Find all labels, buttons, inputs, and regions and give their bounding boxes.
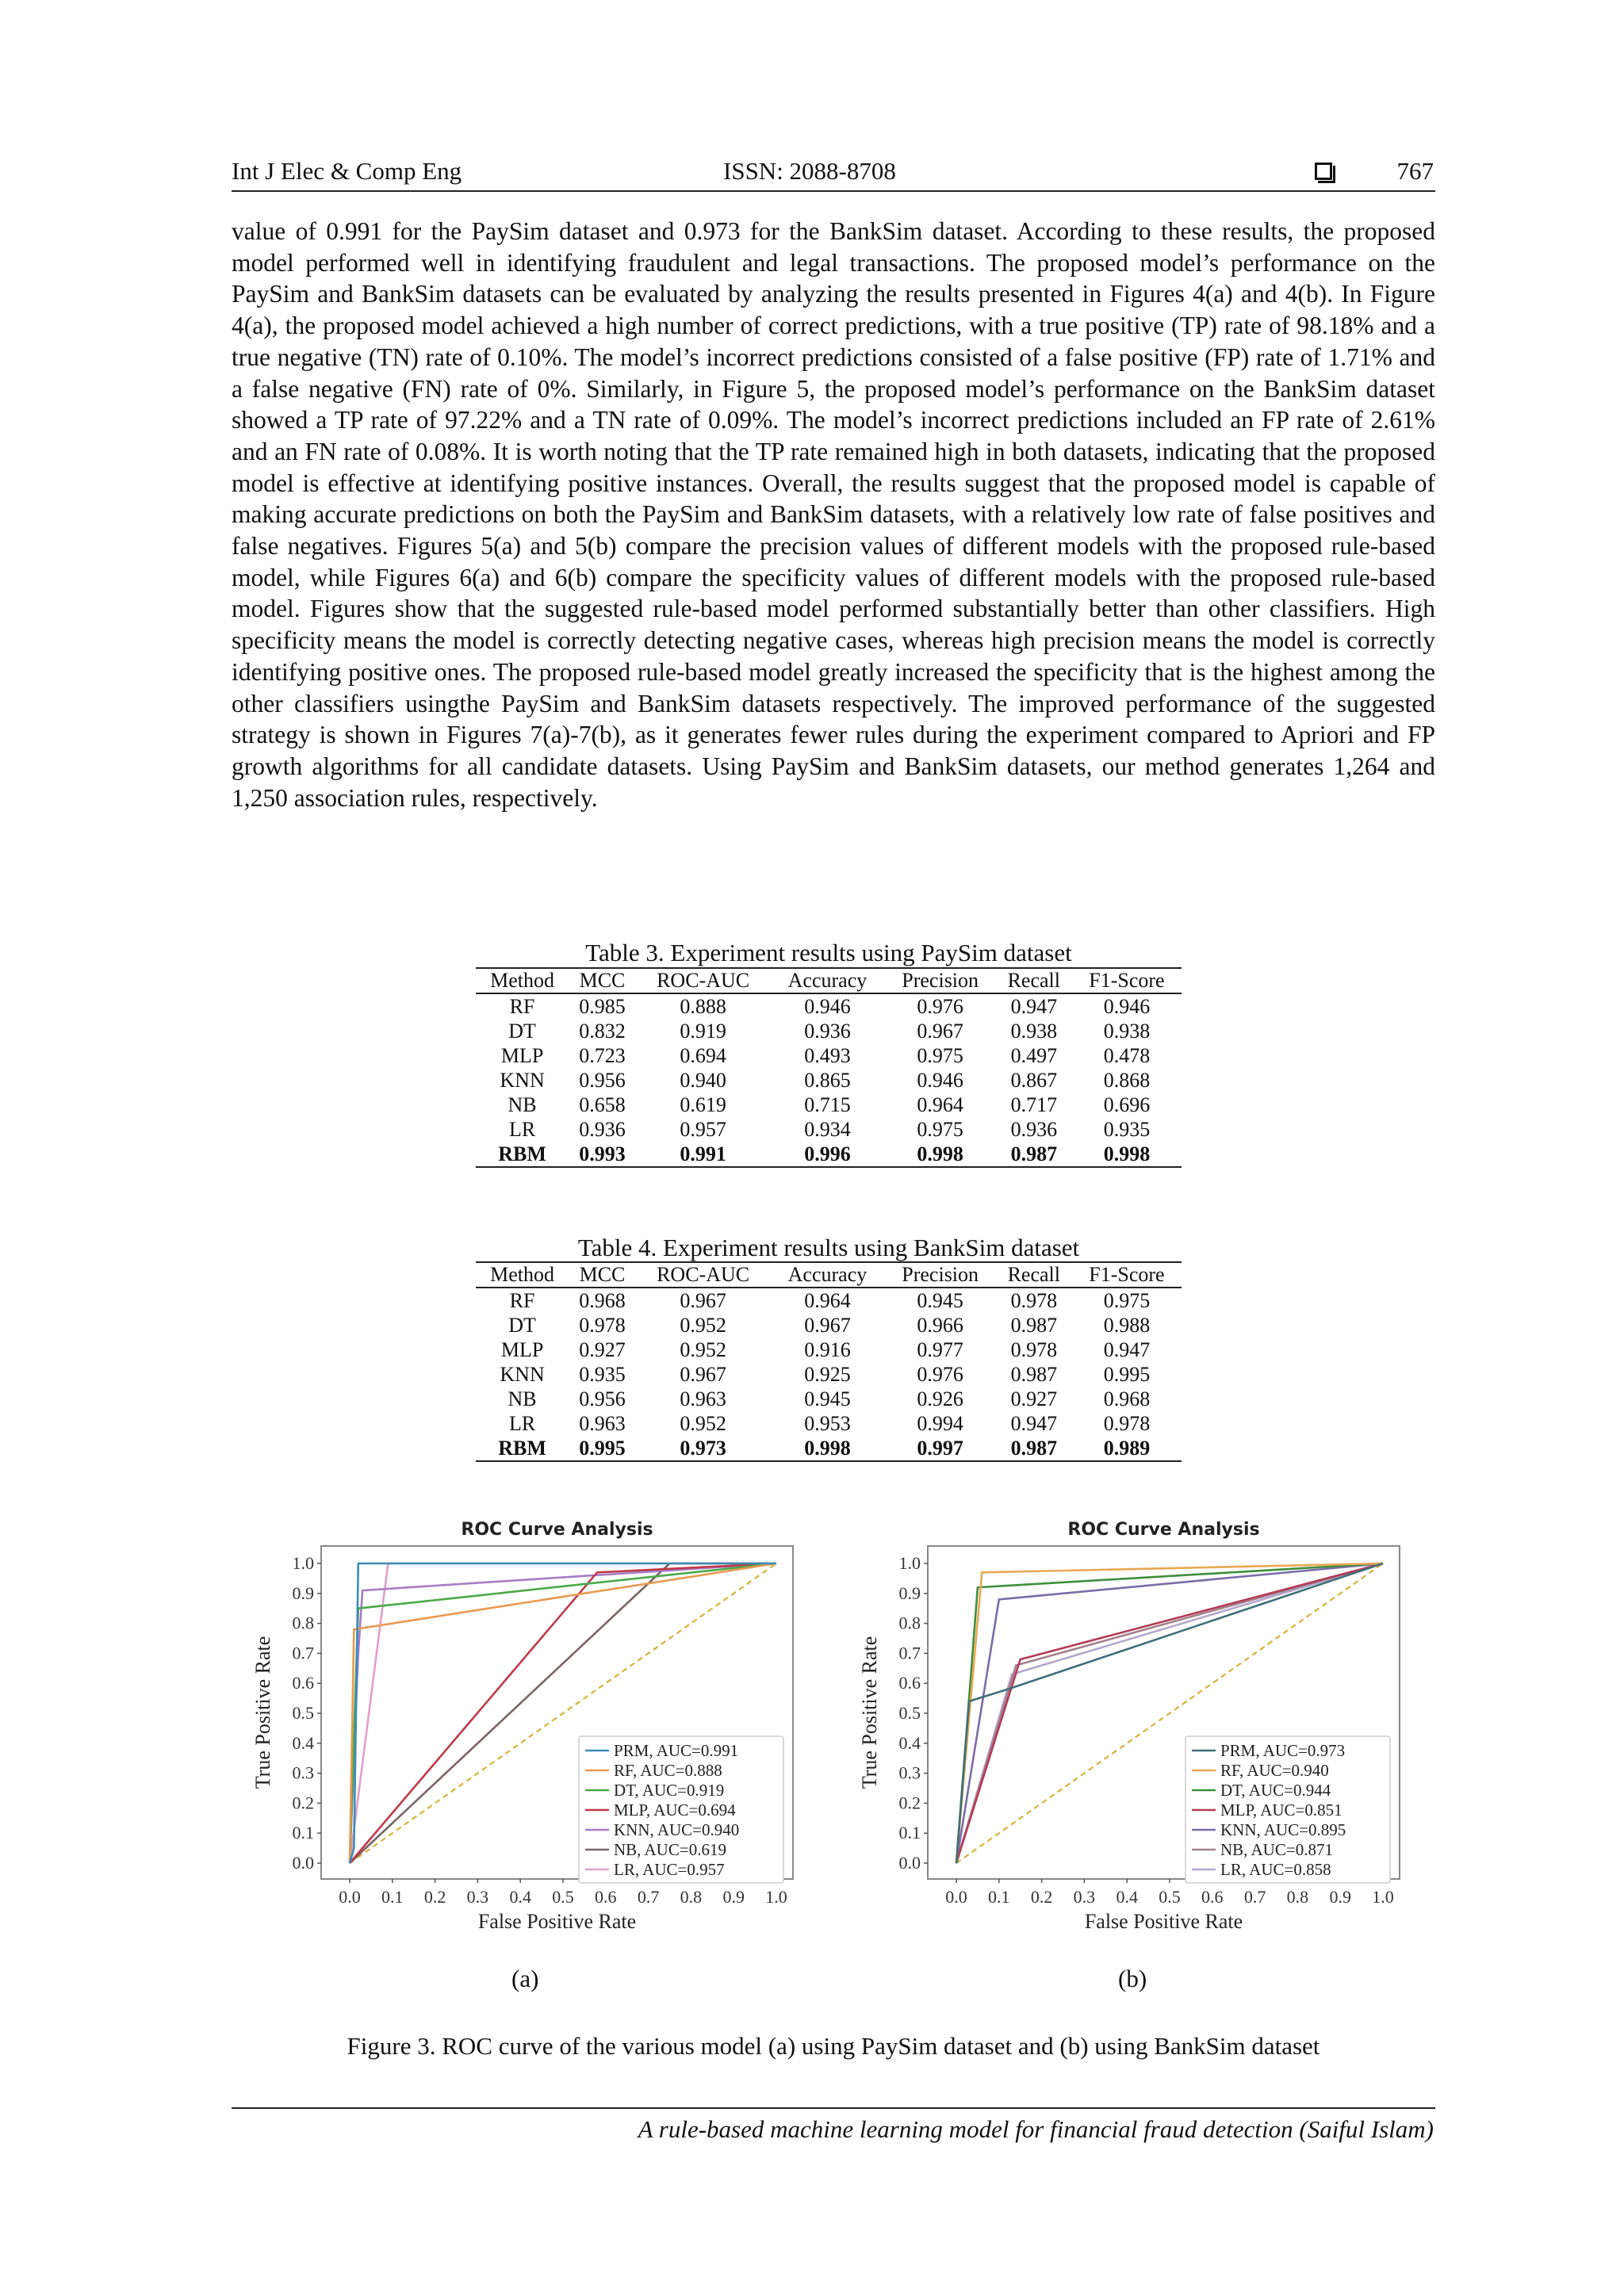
- table-cell: 0.493: [804, 1043, 851, 1067]
- y-tick-label: 0.0: [898, 1853, 921, 1873]
- table-cell: 0.947: [1010, 1411, 1058, 1435]
- table-cell: 0.967: [917, 1019, 963, 1043]
- legend-entry: KNN, AUC=0.940: [614, 1820, 740, 1839]
- table-cell: 0.998: [770, 1436, 884, 1461]
- y-tick-label: 0.1: [292, 1823, 314, 1843]
- table-cell: 0.940: [680, 1068, 726, 1092]
- y-tick-label: 0.1: [898, 1823, 921, 1843]
- legend-entry: DT, AUC=0.919: [614, 1781, 725, 1800]
- x-tick-label: 0.9: [722, 1887, 745, 1907]
- y-tick-label: 0.6: [292, 1673, 314, 1693]
- x-tick-label: 0.0: [339, 1887, 361, 1907]
- table-cell: KNN: [500, 1362, 545, 1386]
- subfigure-label-a: (a): [511, 1965, 539, 1992]
- x-tick-label: 0.5: [1159, 1887, 1181, 1907]
- table-row: [476, 1093, 1182, 1117]
- x-tick-label: 0.2: [423, 1887, 446, 1907]
- table-cell: 0.694: [680, 1043, 726, 1067]
- column-header: ROC-AUC: [636, 968, 770, 993]
- x-tick-label: 0.8: [680, 1887, 703, 1907]
- table-cell: 0.978: [1010, 1288, 1058, 1312]
- table-cell: DT: [508, 1313, 536, 1337]
- column-header: MCC: [569, 1262, 636, 1288]
- legend-entry: NB, AUC=0.619: [614, 1840, 726, 1859]
- figure-caption: Figure 3. ROC curve of the various model (a) using PaySim dataset and (b) using BankSim dataset: [347, 2032, 1320, 2060]
- x-tick-label: 0.3: [1073, 1887, 1096, 1907]
- legend-entry: DT, AUC=0.944: [1220, 1781, 1331, 1800]
- y-axis-label: True Positive Rate: [251, 1636, 274, 1789]
- table-cell: 0.964: [917, 1093, 963, 1116]
- y-tick-label: 0.2: [898, 1793, 921, 1813]
- table-cell: 0.978: [1010, 1337, 1058, 1361]
- table-cell: 0.478: [1103, 1043, 1151, 1067]
- table-row: [476, 1019, 1182, 1043]
- table-cell: 0.976: [917, 1362, 963, 1386]
- page-number: 767: [1396, 157, 1434, 185]
- table-cell: 0.945: [804, 1387, 851, 1410]
- table-cell: 0.966: [917, 1313, 963, 1337]
- table-cell: DT: [508, 1019, 536, 1043]
- table-cell: KNN: [500, 1068, 545, 1092]
- y-tick-label: 0.8: [898, 1613, 921, 1633]
- x-tick-label: 0.6: [1201, 1887, 1224, 1907]
- y-tick-label: 0.3: [898, 1762, 921, 1783]
- table-row: [476, 1436, 1182, 1461]
- table-cell: 0.953: [804, 1411, 851, 1435]
- x-tick-label: 0.2: [1030, 1887, 1053, 1907]
- legend-entry: NB, AUC=0.871: [1220, 1840, 1333, 1859]
- x-tick-label: 0.9: [1329, 1887, 1351, 1907]
- column-header: Accuracy: [770, 1262, 884, 1288]
- table4: [476, 1261, 1182, 1462]
- table-cell: 0.952: [680, 1313, 726, 1337]
- body-paragraph: value of 0.991 for the PaySim dataset and 0.973 for the BankSim dataset. According to these results, the proposed model performed well in identifying fraudulent and legal transactions. The proposed model’s performance on the PaySim and BankSim datasets can be evaluated by analyzing the results presented in Figures 4(a) and 4(b). In Figure 4(a), the proposed model achieved a high number of correct predictions, with a true positive (TP) rate of 98.18% and a true negative (TN) rate of 0.10%. The model’s incorrect predictions consisted of a false positive (FP) rate of 1.71% and a false negative (FN) rate of 0%. Similarly, in Figure 5, the proposed model’s performance on the BankSim dataset showed a TP rate of 97.22% and a TN rate of 0.09%. The model’s incorrect predictions included an FP rate of 2.61% and an FN rate of 0.08%. It is worth noting that the TP rate remained high in both datasets, indicating that the proposed model is effective at identifying positive instances. Overall, the results suggest that the proposed model is capable of making accurate predictions on both the PaySim and BankSim datasets, with a relatively low rate of false positives and false negatives. Figures 5(a) and 5(b) compare the precision values of different models with the proposed rule-based model, while Figures 6(a) and 6(b) compare the specificity values of different models with the proposed rule-based model. Figures show that the suggested rule-based model performed substantially better than other classifiers. High specificity means the model is correctly detecting negative cases, whereas high precision means the model is correctly identifying positive ones. The proposed rule-based model greatly increased the specificity that is the highest among the other classifiers usingthe PaySim and BankSim datasets respectively. The improved performance of the suggested strategy is shown in Figures 7(a)-7(b), as it generates fewer rules during the experiment compared to Apriori and FP growth algorithms for all candidate datasets. Using PaySim and BankSim datasets, our method generates 1,264 and 1,250 association rules, respectively.: [232, 217, 1435, 812]
- chart-title: ROC Curve Analysis: [461, 1520, 653, 1540]
- x-tick-label: 0.4: [509, 1887, 531, 1907]
- table-cell: 0.995: [569, 1436, 636, 1461]
- table-row: [476, 1117, 1182, 1142]
- table-row: [476, 1043, 1182, 1068]
- table-cell: 0.991: [636, 1142, 770, 1167]
- table-cell: 0.916: [804, 1337, 851, 1361]
- table-cell: MLP: [500, 1043, 544, 1067]
- y-tick-label: 0.3: [292, 1762, 314, 1783]
- y-tick-label: 0.5: [292, 1703, 314, 1723]
- legend-entry: KNN, AUC=0.895: [1220, 1820, 1346, 1839]
- y-tick-label: 0.4: [292, 1732, 314, 1753]
- table-cell: MLP: [500, 1337, 544, 1361]
- issn: ISSN: 2088-8708: [723, 157, 896, 185]
- journal-name: Int J Elec & Comp Eng: [232, 157, 462, 185]
- column-header: Recall: [996, 1262, 1072, 1288]
- legend-entry: MLP, AUC=0.851: [1220, 1800, 1342, 1820]
- table-cell: 0.963: [579, 1411, 626, 1435]
- table-cell: 0.938: [1103, 1019, 1151, 1043]
- table-cell: 0.968: [579, 1288, 626, 1312]
- x-tick-label: 0.0: [945, 1887, 967, 1907]
- table-cell: 0.987: [996, 1436, 1072, 1461]
- table-cell: 0.865: [804, 1068, 851, 1092]
- table-cell: 0.967: [804, 1313, 851, 1337]
- table-cell: 0.832: [579, 1019, 626, 1043]
- table-cell: 0.989: [1072, 1436, 1182, 1461]
- table-cell: 0.978: [1103, 1411, 1151, 1435]
- table4-caption: Table 4. Experiment results using BankSim dataset: [577, 1234, 1080, 1261]
- table-cell: 0.987: [1010, 1313, 1058, 1337]
- table-cell: 0.935: [579, 1362, 626, 1386]
- table-cell: 0.936: [804, 1019, 851, 1043]
- column-header: Method: [476, 968, 569, 993]
- table-cell: LR: [508, 1117, 536, 1141]
- table-row: [476, 1142, 1182, 1167]
- table-cell: 0.997: [885, 1436, 996, 1461]
- table-cell: 0.935: [1103, 1117, 1151, 1141]
- x-tick-label: 0.5: [552, 1887, 574, 1907]
- table-cell: 0.715: [804, 1093, 851, 1116]
- y-tick-label: 0.9: [898, 1582, 921, 1603]
- table-cell: 0.975: [917, 1043, 963, 1067]
- table-cell: 0.987: [1010, 1362, 1058, 1386]
- table-cell: 0.619: [680, 1093, 726, 1116]
- table-cell: 0.956: [579, 1387, 626, 1410]
- table-cell: 0.888: [680, 994, 726, 1018]
- table-cell: RF: [509, 1288, 535, 1312]
- table-cell: 0.998: [1072, 1142, 1182, 1167]
- y-tick-label: 0.6: [898, 1673, 921, 1693]
- table-cell: 0.925: [804, 1362, 851, 1386]
- table-cell: 0.723: [579, 1043, 626, 1067]
- y-tick-label: 0.9: [292, 1582, 314, 1603]
- table-row: [476, 1288, 1182, 1313]
- x-tick-label: 0.4: [1116, 1887, 1138, 1907]
- table-cell: 0.987: [996, 1142, 1072, 1167]
- table-cell: 0.975: [917, 1117, 963, 1141]
- x-tick-label: 0.1: [988, 1887, 1010, 1907]
- table-cell: 0.967: [680, 1362, 726, 1386]
- running-footer: [232, 2107, 1435, 2143]
- table-cell: 0.993: [569, 1142, 636, 1167]
- column-header: Recall: [996, 968, 1072, 993]
- table-cell: 0.975: [1103, 1288, 1151, 1312]
- table-cell: 0.867: [1010, 1068, 1058, 1092]
- legend-entry: RF, AUC=0.940: [1220, 1761, 1329, 1780]
- table-cell: 0.988: [1103, 1313, 1151, 1337]
- table-cell: 0.945: [917, 1288, 963, 1312]
- running-header: [232, 155, 1435, 192]
- table3-caption: Table 3. Experiment results using PaySim dataset: [585, 939, 1072, 966]
- table-cell: 0.927: [579, 1337, 626, 1361]
- table-cell: 0.967: [680, 1288, 726, 1312]
- table-cell: 0.977: [917, 1337, 963, 1361]
- legend-entry: PRM, AUC=0.973: [1220, 1741, 1346, 1760]
- table-cell: NB: [508, 1387, 537, 1410]
- column-header: F1-Score: [1072, 968, 1182, 993]
- table-cell: 0.978: [579, 1313, 626, 1337]
- legend-entry: PRM, AUC=0.991: [614, 1741, 739, 1760]
- table-cell: 0.936: [1010, 1117, 1058, 1141]
- x-tick-label: 0.6: [595, 1887, 617, 1907]
- table3: [476, 967, 1182, 1168]
- y-tick-label: 0.7: [898, 1643, 921, 1663]
- table-cell: 0.968: [1103, 1387, 1151, 1410]
- footer-title: A rule-based machine learning model for financial fraud detection (Saiful Islam): [638, 2115, 1434, 2143]
- square-bullet-icon: [1315, 163, 1332, 180]
- x-tick-label: 0.1: [381, 1887, 404, 1907]
- x-tick-label: 0.7: [1243, 1887, 1266, 1907]
- table-cell: 0.717: [1010, 1093, 1058, 1116]
- table-cell: LR: [508, 1411, 536, 1435]
- y-axis-label: True Positive Rate: [858, 1636, 881, 1789]
- table3-header-row: [476, 968, 1182, 993]
- x-axis-label: False Positive Rate: [1084, 1910, 1243, 1933]
- legend-entry: MLP, AUC=0.694: [614, 1800, 736, 1820]
- table-cell: 0.919: [680, 1019, 726, 1043]
- table-cell: 0.973: [636, 1436, 770, 1461]
- table-cell: 0.956: [579, 1068, 626, 1092]
- roc-chart-banksim: [845, 1506, 1415, 1950]
- legend-entry: LR, AUC=0.858: [1220, 1860, 1331, 1879]
- table-cell: 0.994: [917, 1411, 963, 1435]
- table-row: [476, 1313, 1182, 1337]
- table-cell: 0.926: [917, 1387, 963, 1410]
- table-cell: 0.963: [680, 1387, 726, 1410]
- table-cell: 0.946: [1103, 994, 1151, 1018]
- y-tick-label: 0.2: [292, 1793, 314, 1813]
- y-tick-label: 0.8: [292, 1613, 314, 1633]
- y-tick-label: 0.0: [292, 1853, 314, 1873]
- x-tick-label: 1.0: [765, 1887, 787, 1907]
- x-tick-label: 0.3: [466, 1887, 489, 1907]
- x-tick-label: 0.7: [637, 1887, 660, 1907]
- table-cell: 0.996: [770, 1142, 884, 1167]
- table-row: [476, 1337, 1182, 1362]
- column-header: F1-Score: [1072, 1262, 1182, 1288]
- y-tick-label: 0.4: [898, 1732, 921, 1753]
- table-cell: 0.946: [917, 1068, 963, 1092]
- column-header: MCC: [569, 968, 636, 993]
- table-cell: 0.998: [885, 1142, 996, 1167]
- table-cell: 0.947: [1010, 994, 1058, 1018]
- y-tick-label: 0.7: [292, 1643, 314, 1663]
- table-cell: 0.938: [1010, 1019, 1058, 1043]
- table-cell: 0.927: [1010, 1387, 1058, 1410]
- table-cell: 0.947: [1103, 1337, 1151, 1361]
- table-cell: RF: [509, 994, 535, 1018]
- table-cell: 0.658: [579, 1093, 626, 1116]
- table-cell: 0.964: [804, 1288, 851, 1312]
- table-cell: 0.952: [680, 1411, 726, 1435]
- table-cell: 0.868: [1103, 1068, 1151, 1092]
- x-tick-label: 1.0: [1372, 1887, 1394, 1907]
- table-cell: RBM: [476, 1142, 569, 1167]
- table-cell: 0.497: [1010, 1043, 1058, 1067]
- column-header: Precision: [885, 968, 996, 993]
- table-cell: 0.957: [680, 1117, 726, 1141]
- legend-entry: RF, AUC=0.888: [614, 1761, 722, 1780]
- column-header: Precision: [885, 1262, 996, 1288]
- table-cell: 0.934: [804, 1117, 851, 1141]
- table-row: [476, 1068, 1182, 1093]
- table-row: [476, 1362, 1182, 1387]
- table-cell: 0.946: [804, 994, 851, 1018]
- legend-entry: LR, AUC=0.957: [614, 1860, 725, 1879]
- table-cell: RBM: [476, 1436, 569, 1461]
- column-header: Accuracy: [770, 968, 884, 993]
- x-axis-label: False Positive Rate: [477, 1910, 637, 1933]
- table-cell: 0.696: [1103, 1093, 1151, 1116]
- roc-chart-paysim: [238, 1506, 809, 1950]
- table-cell: 0.976: [917, 994, 963, 1018]
- table-row: [476, 993, 1182, 1019]
- chart-title: ROC Curve Analysis: [1067, 1520, 1260, 1540]
- table-cell: 0.952: [680, 1337, 726, 1361]
- y-tick-label: 0.5: [898, 1703, 921, 1723]
- table-cell: 0.995: [1103, 1362, 1151, 1386]
- table-row: [476, 1411, 1182, 1436]
- table-cell: NB: [508, 1093, 537, 1116]
- column-header: Method: [476, 1262, 569, 1288]
- table-row: [476, 1387, 1182, 1411]
- y-tick-label: 1.0: [898, 1553, 921, 1573]
- table-cell: 0.985: [579, 994, 626, 1018]
- subfigure-label-b: (b): [1118, 1965, 1147, 1992]
- column-header: ROC-AUC: [636, 1262, 770, 1288]
- x-tick-label: 0.8: [1286, 1887, 1309, 1907]
- table-cell: 0.936: [579, 1117, 626, 1141]
- y-tick-label: 1.0: [292, 1553, 314, 1573]
- table4-header-row: [476, 1262, 1182, 1288]
